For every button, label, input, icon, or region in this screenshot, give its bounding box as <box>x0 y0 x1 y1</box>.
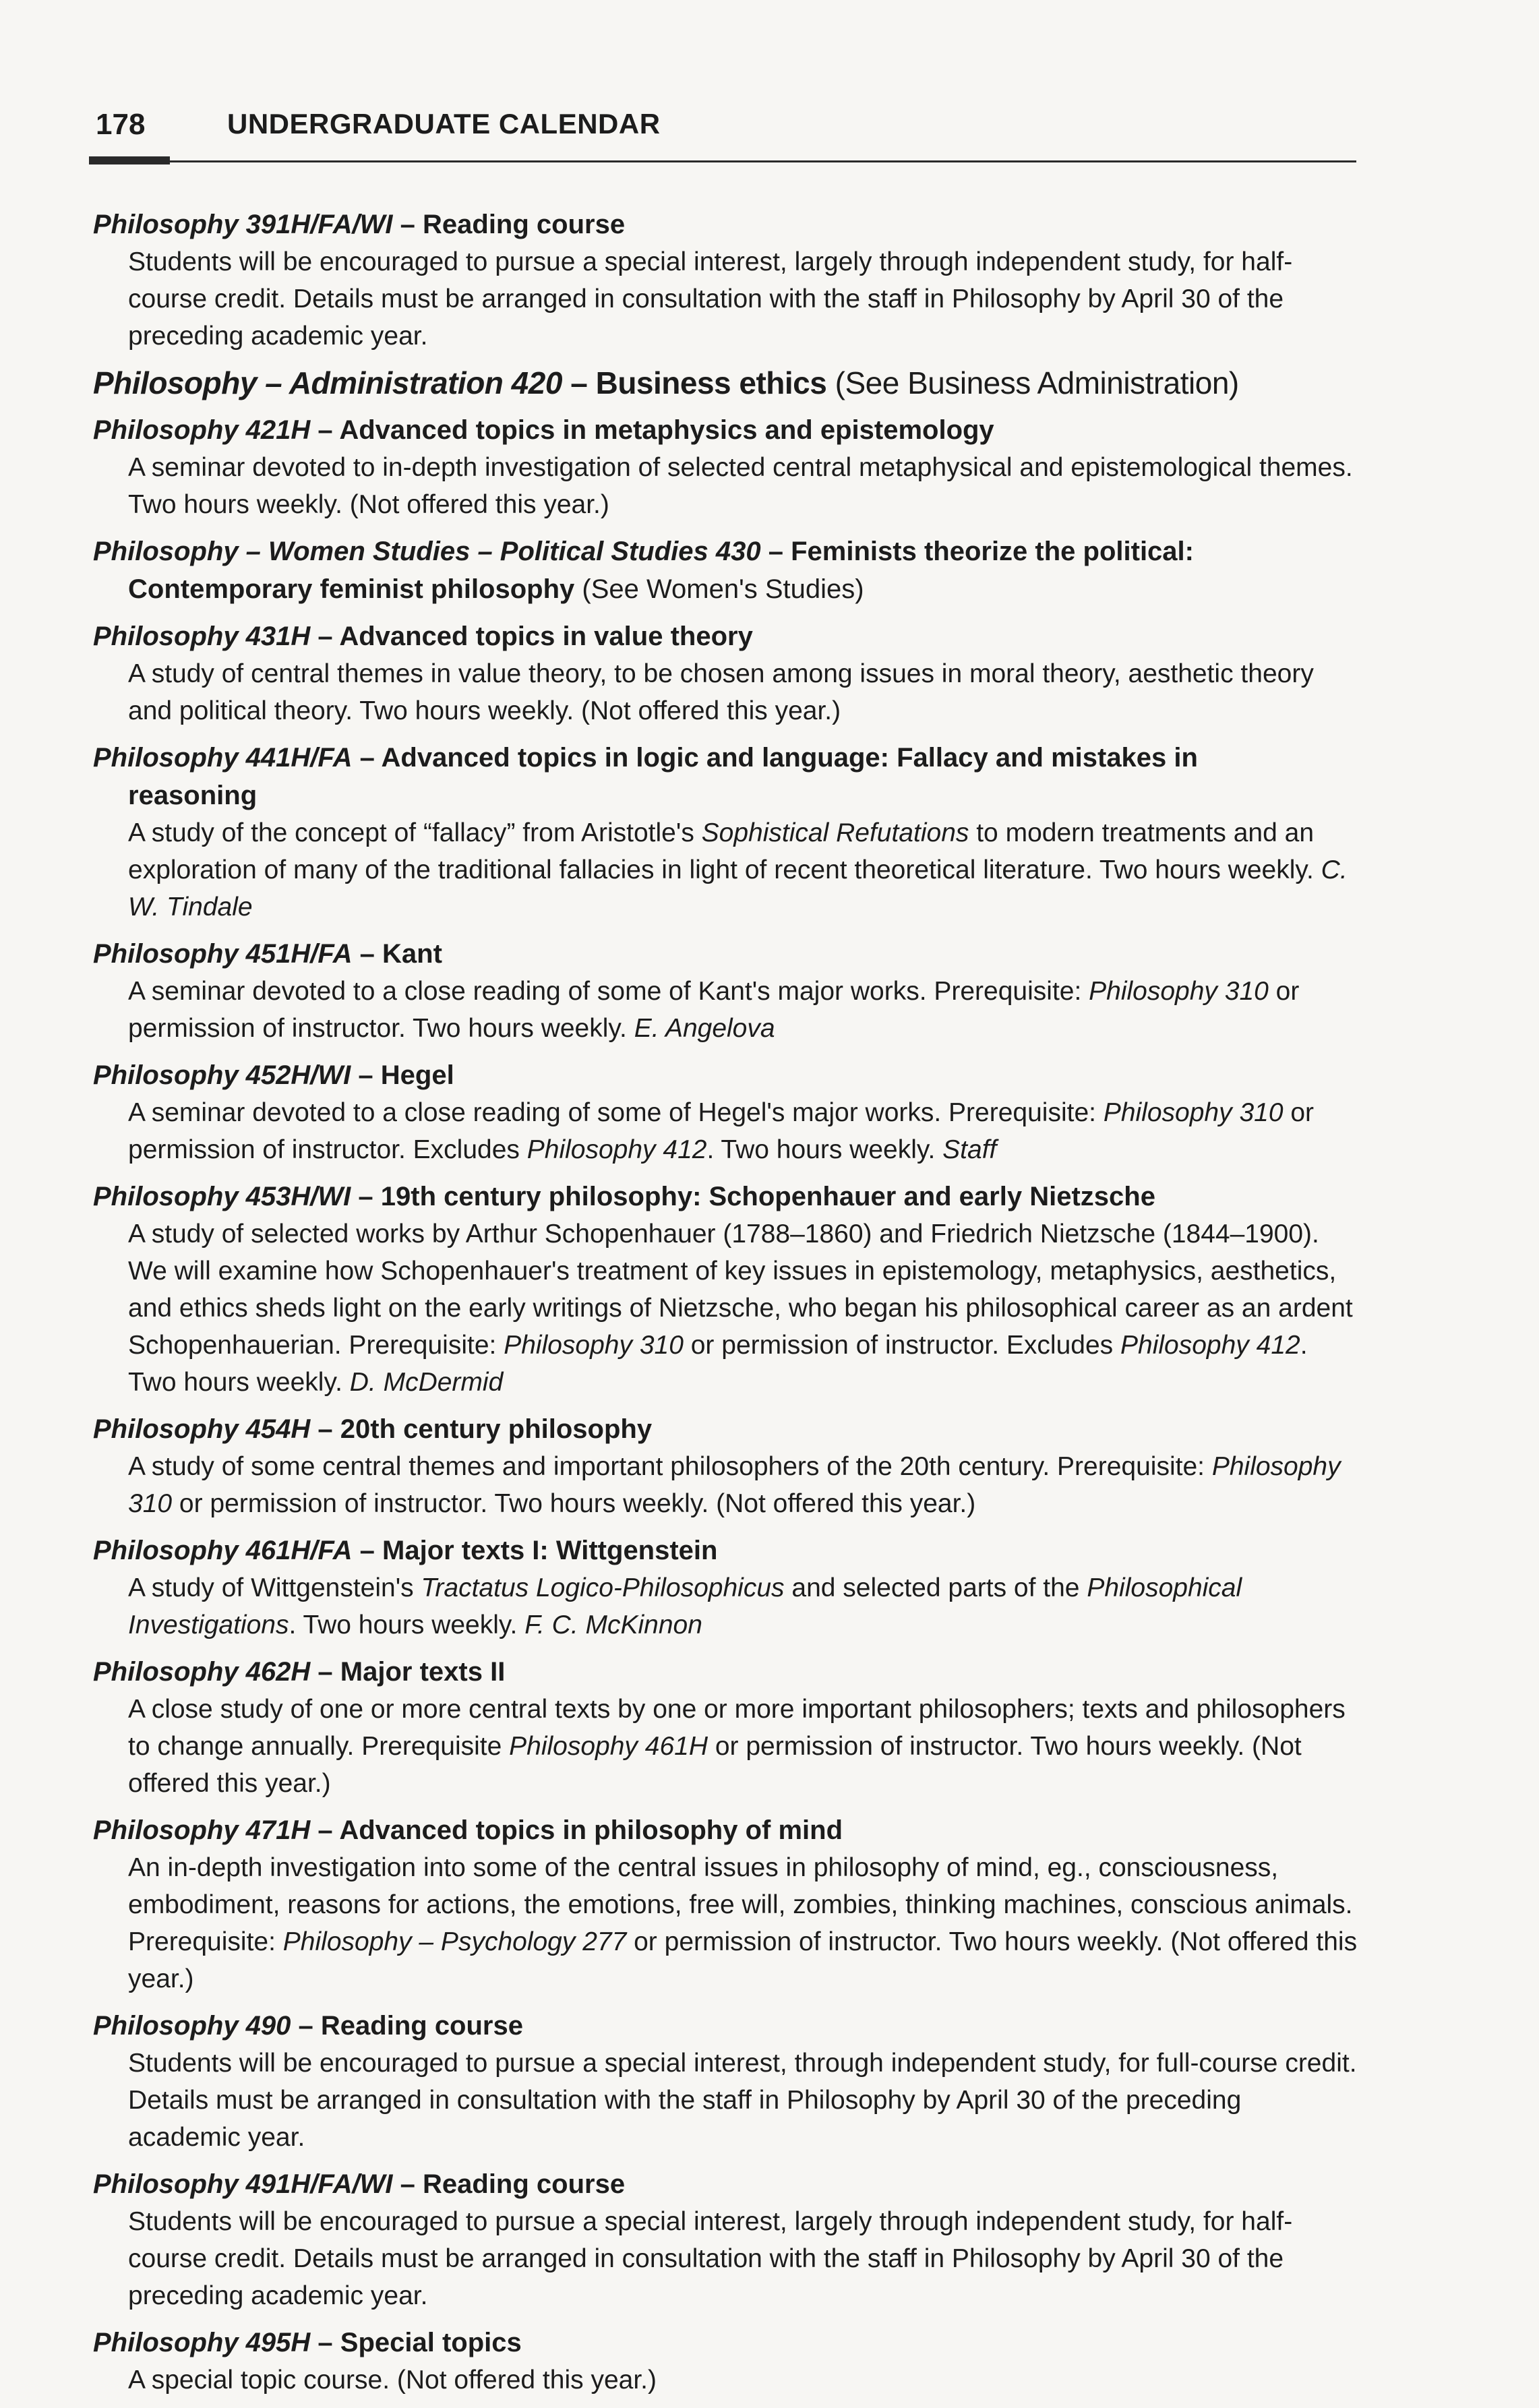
title-separator: – <box>310 415 340 445</box>
course-entry <box>93 1410 1360 1522</box>
course-title: Advanced topics in philosophy of mind <box>339 1815 843 1845</box>
title-separator: – <box>310 1815 340 1845</box>
description-text: An in-depth investigation into some of the central issues in philosophy of mind, eg., consciousness, embodiment, reasons for actions, the emotions, free will, zombies, thinking machines, conscious animals. Prerequisite: <box>128 1853 1353 1956</box>
title-separator: – <box>310 622 340 651</box>
course-description: Students will be encouraged to pursue a special interest, through independent study, for full-course credit. Details must be arranged in consultation with the staff in Philosophy by April 30 of the preceding academic year. <box>128 2049 1357 2152</box>
course-heading <box>93 2007 1360 2045</box>
title-separator: – <box>351 1182 381 1211</box>
course-title: Feminists theorize the political: <box>791 537 1194 566</box>
description-text: A study of selected works by Arthur Schopenhauer (1788–1860) and Friedrich Nietzsche (1844–1900). We will examine how Schopenhauer's treatment of key issues in epistemology, metaphysics, aesthetics, and ethics sheds light on the early writings of Nietzsche, who began his philosophical career as an ardent Schopenhauerian. Prerequisite: <box>128 1220 1353 1360</box>
course-entry <box>93 1056 1360 1168</box>
course-heading <box>93 411 1360 449</box>
course-code: Philosophy – Women Studies – Political Studies 430 <box>93 537 761 566</box>
instructor-name: F. C. McKinnon <box>524 1611 702 1639</box>
course-title: Advanced topics in logic and language: Fallacy and mistakes in <box>381 743 1198 773</box>
description-text: or permission of instructor. Two hours weekly. (Not offered this year.) <box>128 1927 1358 1993</box>
course-reference: Philosophy 310 <box>128 1452 1341 1518</box>
running-title: UNDERGRADUATE CALENDAR <box>227 108 661 140</box>
page-header <box>89 108 1356 162</box>
course-heading <box>93 533 1360 608</box>
course-code: Philosophy – Administration 420 <box>93 365 562 400</box>
course-title-continued: reasoning <box>128 781 258 810</box>
course-heading <box>93 364 1360 402</box>
description-text: or permission of instructor. Two hours weekly. (Not offered this year.) <box>128 1732 1302 1798</box>
course-title: Reading course <box>320 2011 523 2041</box>
course-code: Philosophy 431H <box>93 622 311 651</box>
title-separator: – <box>310 1657 340 1687</box>
description-text: A study of some central themes and important philosophers of the 20th century. Prerequisite: <box>128 1452 1212 1481</box>
course-heading <box>93 206 1360 243</box>
course-title: Advanced topics in metaphysics and epistemology <box>339 415 994 445</box>
title-separator: – <box>310 1414 340 1444</box>
course-entry <box>93 935 1360 1047</box>
description-text: A study of Wittgenstein's <box>128 1573 421 1602</box>
course-heading <box>93 2324 1360 2361</box>
course-heading <box>93 1178 1360 1215</box>
cross-reference: (See Women's Studies) <box>574 574 864 604</box>
title-separator: – <box>392 210 423 239</box>
course-reference: Philosophy 310 <box>1089 977 1269 1006</box>
instructor-name: C. W. Tindale <box>128 855 1348 922</box>
course-description: Students will be encouraged to pursue a special interest, largely through independent study, for half-course credit. Details must be arranged in consultation with the staff in Philosophy by April 30 of the preceding academic year. <box>128 247 1293 351</box>
course-reference: Philosophy 461H <box>509 1732 708 1761</box>
header-rule <box>89 160 1356 162</box>
description-text: A seminar devoted to a close reading of some of Kant's major works. Prerequisite: <box>128 977 1089 1006</box>
course-code: Philosophy 453H/WI <box>93 1182 351 1211</box>
course-entry <box>93 1178 1360 1401</box>
course-heading <box>93 1653 1360 1691</box>
title-separator: – <box>760 537 791 566</box>
course-description <box>93 1094 1360 1168</box>
course-heading <box>93 618 1360 655</box>
instructor-name: D. McDermid <box>349 1368 504 1397</box>
course-description <box>93 1448 1360 1522</box>
course-title: Major texts I: Wittgenstein <box>382 1536 718 1565</box>
title-separator: – <box>562 365 596 400</box>
course-entry <box>93 1653 1360 1802</box>
course-description <box>93 1215 1360 1401</box>
course-entry <box>93 206 1360 355</box>
course-entry <box>93 2324 1360 2399</box>
course-description <box>93 1849 1360 1997</box>
description-text: A seminar devoted to a close reading of some of Hegel's major works. Prerequisite: <box>128 1098 1104 1127</box>
course-code: Philosophy 452H/WI <box>93 1060 351 1090</box>
course-title-continued-text: Contemporary feminist philosophy <box>128 574 575 604</box>
course-description <box>93 1691 1360 1802</box>
course-entry <box>93 739 1360 926</box>
course-title: Hegel <box>380 1060 454 1090</box>
course-entry <box>93 2007 1360 2156</box>
course-description <box>93 814 1360 926</box>
title-separator: – <box>291 2011 321 2041</box>
description-text: . Two hours weekly. <box>289 1611 525 1639</box>
course-title: Kant <box>382 939 442 969</box>
description-text: or permission of instructor. Two hours weekly. (Not offered this year.) <box>172 1489 976 1518</box>
description-text: or permission of instructor. Two hours weekly. <box>128 977 1300 1043</box>
page-number: 178 <box>96 108 146 141</box>
course-heading <box>93 1056 1360 1094</box>
header-rule-accent <box>89 156 170 164</box>
description-text: A close study of one or more central texts by one or more important philosophers; texts and philosophers to change annually. Prerequisite <box>128 1695 1346 1761</box>
course-entry <box>93 1811 1360 1997</box>
course-heading <box>93 1410 1360 1448</box>
course-entry <box>93 2165 1360 2314</box>
cross-reference: (See Business Administration) <box>826 365 1239 400</box>
course-list <box>93 206 1360 2408</box>
course-reference: Philosophy 412 <box>526 1135 707 1164</box>
course-title: 20th century philosophy <box>340 1414 653 1444</box>
course-description: A study of central themes in value theory, to be chosen among issues in moral theory, aesthetic theory and political theory. Two hours weekly. (Not offered this year.) <box>128 659 1314 725</box>
course-title: Advanced topics in value theory <box>339 622 753 651</box>
course-description <box>93 973 1360 1047</box>
description-text: or permission of instructor. Excludes <box>683 1331 1120 1360</box>
title-separator: – <box>352 743 382 773</box>
title-separator: – <box>310 2328 340 2357</box>
course-title: Reading course <box>423 2169 626 2199</box>
course-code: Philosophy 461H/FA <box>93 1536 353 1565</box>
course-description: Students will be encouraged to pursue a special interest, largely through independent study, for half-course credit. Details must be arranged in consultation with the staff in Philosophy by April 30 of the preceding academic year. <box>128 2207 1293 2310</box>
course-title: Business ethics <box>595 365 827 400</box>
course-description <box>93 1569 1360 1644</box>
description-text: or permission of instructor. Excludes <box>128 1098 1315 1164</box>
course-reference: Philosophy – Psychology 277 <box>282 1927 627 1956</box>
course-code: Philosophy 462H <box>93 1657 311 1687</box>
course-entry <box>93 1532 1360 1644</box>
course-code: Philosophy 491H/FA/WI <box>93 2169 393 2199</box>
course-title-continued <box>93 570 1360 608</box>
course-code: Philosophy 391H/FA/WI <box>93 210 393 239</box>
course-code: Philosophy 495H <box>93 2328 311 2357</box>
course-entry <box>93 618 1360 729</box>
description-text: and selected parts of the <box>784 1573 1087 1602</box>
course-heading <box>93 935 1360 973</box>
course-code: Philosophy 471H <box>93 1815 311 1845</box>
title-separator: – <box>351 1060 381 1090</box>
course-entry <box>93 364 1360 402</box>
course-heading <box>93 2165 1360 2203</box>
course-reference: Philosophy 412 <box>1120 1331 1300 1360</box>
description-text: . Two hours weekly. <box>706 1135 943 1164</box>
course-reference: Philosophical Investigations <box>128 1573 1242 1639</box>
course-code: Philosophy 421H <box>93 415 311 445</box>
course-heading <box>93 1532 1360 1569</box>
title-separator: – <box>392 2169 423 2199</box>
course-code: Philosophy 454H <box>93 1414 311 1444</box>
course-code: Philosophy 441H/FA <box>93 743 353 773</box>
course-reference: Philosophy 310 <box>504 1331 684 1360</box>
course-entry <box>93 533 1360 608</box>
description-text: to modern treatments and an exploration of many of the traditional fallacies in light of recent theoretical literature. Two hours weekly. <box>128 818 1321 884</box>
title-separator: – <box>352 1536 383 1565</box>
course-reference: Tractatus Logico-Philosophicus <box>421 1573 785 1602</box>
title-separator: – <box>352 939 383 969</box>
course-title: 19th century philosophy: Schopenhauer and early Nietzsche <box>380 1182 1155 1211</box>
course-description: A seminar devoted to in-depth investigation of selected central metaphysical and epistemological themes. Two hours weekly. (Not offered this year.) <box>128 453 1353 519</box>
course-title: Reading course <box>423 210 626 239</box>
course-entry <box>93 411 1360 523</box>
course-reference: Philosophy 310 <box>1103 1098 1284 1127</box>
course-title: Special topics <box>340 2328 522 2357</box>
course-heading <box>93 1811 1360 1849</box>
description-text: A study of the concept of “fallacy” from Aristotle's <box>128 818 702 847</box>
course-description: A special topic course. (Not offered this year.) <box>128 2366 657 2395</box>
course-heading <box>93 739 1360 814</box>
course-code: Philosophy 451H/FA <box>93 939 353 969</box>
instructor-name: Staff <box>942 1135 997 1164</box>
course-title: Major texts II <box>340 1657 506 1687</box>
course-reference: Sophistical Refutations <box>701 818 969 847</box>
instructor-name: E. Angelova <box>634 1014 775 1043</box>
course-code: Philosophy 490 <box>93 2011 291 2041</box>
description-text: . Two hours weekly. <box>128 1331 1308 1397</box>
